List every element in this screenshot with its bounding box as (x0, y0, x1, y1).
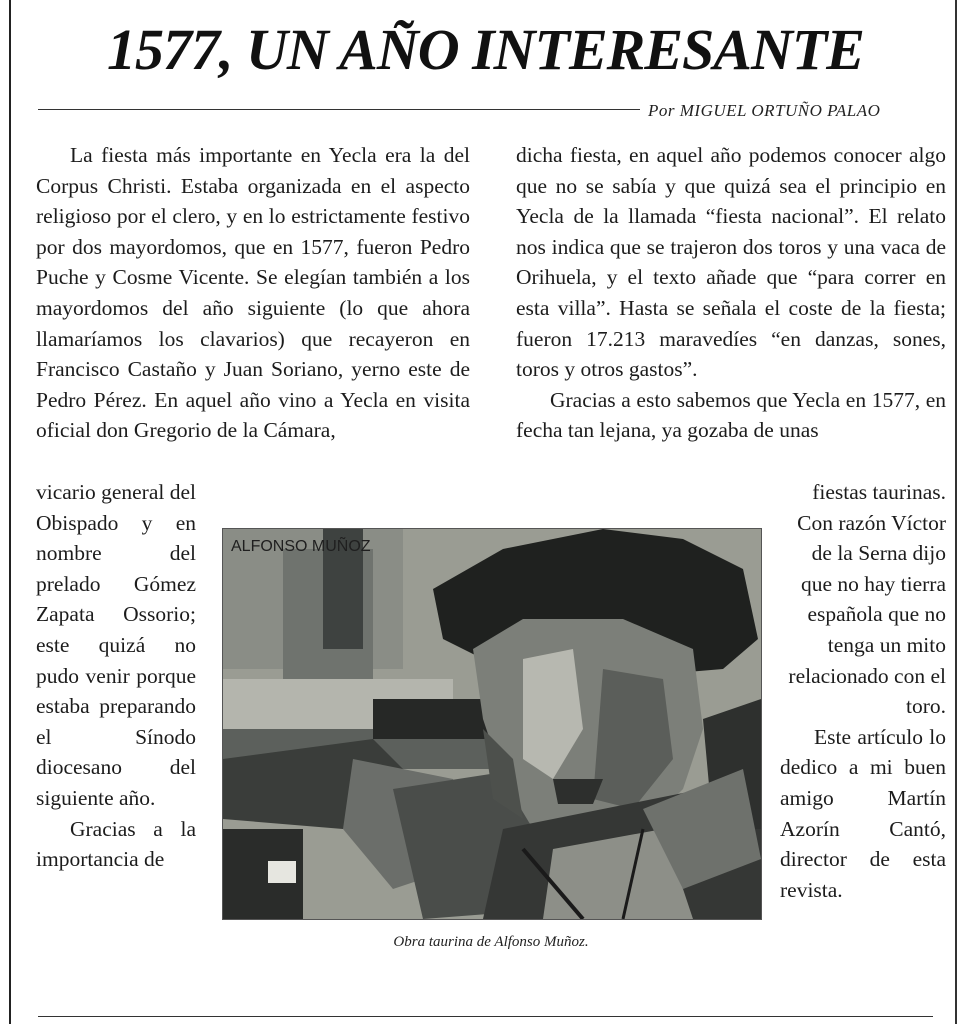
bottom-rule (38, 1016, 933, 1017)
paragraph-gracias-a-esto: Gracias a esto sabemos que Yecla en 1577, en fecha tan lejana, ya gozaba de unas (516, 387, 946, 443)
paragraph-fiesta-nacional: dicha fiesta, en aquel año podemos conocer algo que no se sabía y que quizá sea el principio en Yecla de la llamada “fiesta nacional”. El relato nos indica que se trajeron dos toros y una vaca de Orihuela, y el texto añade que “para correr en esta villa”. Hasta se señala el coste de la fiesta; fueron 17.213 maravedíes “en danzas, sones, toros y otros gastos”. (516, 143, 946, 382)
column-left-top (36, 140, 470, 446)
paragraph-corpus: La fiesta más importante en Yecla era la del Corpus Christi. Estaba organizada en el aspecto religioso por el clero, y en lo estrictamente festivo por dos mayordomos, que en 1577, fueron Pedro Puche y Cosme Vicente. Se elegían también a los mayordomos del año siguiente (lo que ahora llamaríamos los clavarios) que recayeron en Francisco Castaño y Juan Soriano, yerno este de Pedro Pérez. En aquel año vino a Yecla en visita oficial don Gregorio de la Cámara, (36, 143, 470, 443)
page-border-right (955, 0, 957, 1024)
painting-illustration (223, 529, 761, 919)
paragraph-vicario: vicario general del Obispado y en nombre del prelado Gómez Zapata Ossorio; este quizá no pudo venir porque estaba preparando el Sínodo diocesano del siguiente año. (36, 480, 196, 810)
column-left-narrow (36, 477, 196, 875)
page-border-left (9, 0, 11, 1024)
article-byline: Por MIGUEL ORTUÑO PALAO (648, 101, 881, 120)
painting-signature-text: ALFONSO MUÑOZ (231, 538, 371, 555)
paragraph-dedicatoria: Este artículo lo dedico a mi buen amigo Martín Azorín Cantó, director de esta revista. (780, 724, 946, 902)
article-title: 1577, UN AÑO INTERESANTE (107, 17, 864, 82)
paragraph-gracias-importancia: Gracias a la importancia de (36, 816, 196, 872)
byline-rule (38, 109, 640, 110)
figure-caption: Obra taurina de Alfonso Muñoz. (393, 934, 589, 950)
column-right-narrow (780, 477, 946, 905)
column-right-top (516, 140, 946, 446)
bullfighter-painting (222, 528, 762, 920)
paragraph-fiestas-taurinas: fiestas taurinas. Con razón Víctor de la Serna dijo que no hay tierra española que no tenga un mito relacionado con el toro. (788, 480, 946, 719)
